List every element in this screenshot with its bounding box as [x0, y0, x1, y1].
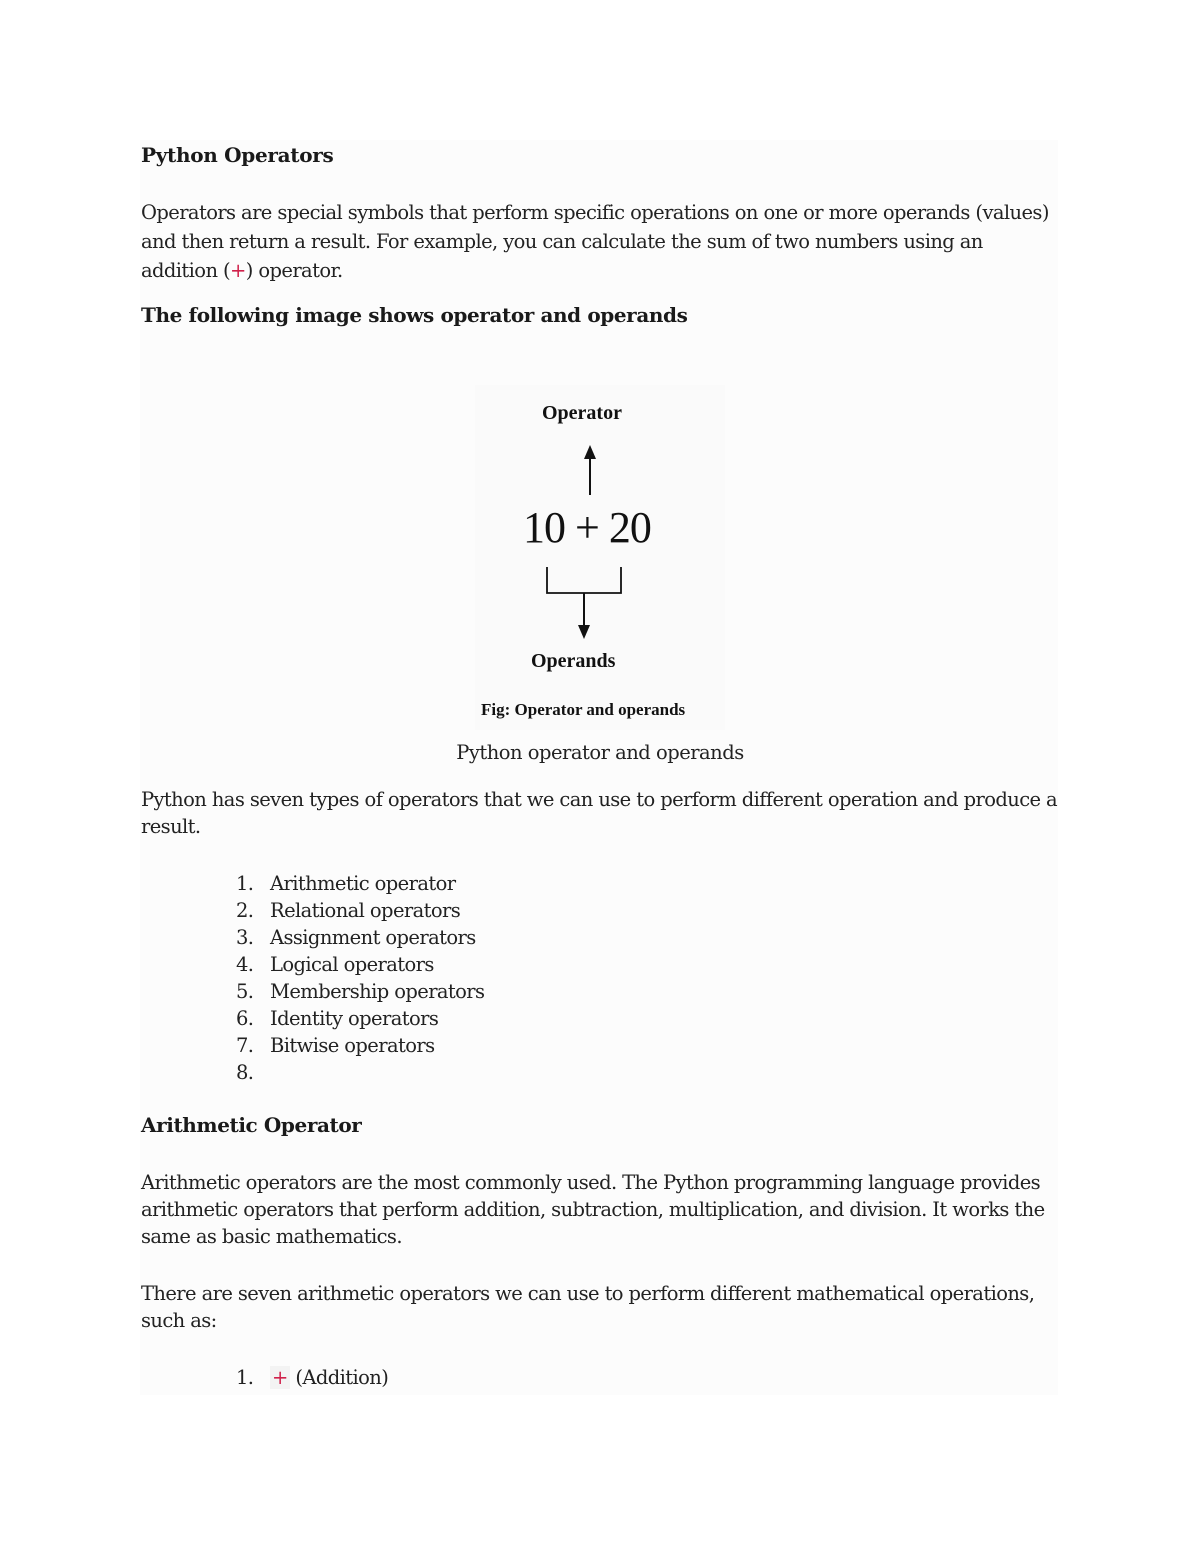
- list-item: 7. Bitwise operators: [236, 1034, 435, 1057]
- list-item: 4. Logical operators: [236, 953, 434, 976]
- plus-symbol: +: [272, 1366, 288, 1389]
- arithmetic-operators-list: [236, 1364, 388, 1391]
- list-item: 8.: [236, 1061, 254, 1084]
- intro-line-3-post: ) operator.: [245, 259, 343, 282]
- operator-operands-figure: [475, 385, 725, 730]
- intro-line-3-pre: addition (: [141, 259, 231, 282]
- figure-inner-caption: Fig: Operator and operands: [481, 700, 686, 719]
- intro-line-1: Operators are special symbols that perform specific operations on one or more operands (values): [141, 201, 1049, 224]
- list-item: 5. Membership operators: [236, 980, 485, 1003]
- list-item: 6. Identity operators: [236, 1007, 439, 1030]
- figure-heading: The following image shows operator and operands: [141, 303, 688, 327]
- list-item: 2. Relational operators: [236, 899, 461, 922]
- up-arrow-icon: [584, 445, 596, 495]
- list-item: 1. + (Addition): [236, 1366, 389, 1389]
- arithmetic-paragraph-2: There are seven arithmetic operators we can use to perform different mathematical operations, such as:: [141, 1282, 1035, 1332]
- arithmetic-paragraph-1: Arithmetic operators are the most commonly used. The Python programming language provides arithmetic operators that perform addition, subtraction, multiplication, and division. It works the same as basic mathematics.: [141, 1171, 1045, 1248]
- list-item: 1. Arithmetic operator: [236, 872, 456, 895]
- arithmetic-heading: Arithmetic Operator: [141, 1113, 362, 1137]
- operator-types-list: [236, 870, 484, 1086]
- types-intro-line-1: Python has seven types of operators that we can use to perform different operation and produce a: [141, 788, 1058, 811]
- types-intro-line-2: result.: [141, 815, 201, 838]
- figure-arrows: [475, 385, 725, 730]
- figure-operands-label: Operands: [531, 650, 616, 672]
- page-title: Python Operators: [141, 143, 334, 167]
- intro-line-2: and then return a result. For example, you can calculate the sum of two numbers using an: [141, 230, 983, 253]
- list-item: 3. Assignment operators: [236, 926, 476, 949]
- operands-bracket-icon: [547, 567, 621, 639]
- figure-expression: 10 + 20: [523, 503, 651, 552]
- figure-operator-label: Operator: [542, 402, 622, 424]
- figure-caption: Python operator and operands: [456, 741, 744, 764]
- intro-paragraph: [141, 198, 1049, 285]
- types-intro-paragraph: [141, 786, 1057, 840]
- plus-operator-inline: +: [230, 259, 246, 282]
